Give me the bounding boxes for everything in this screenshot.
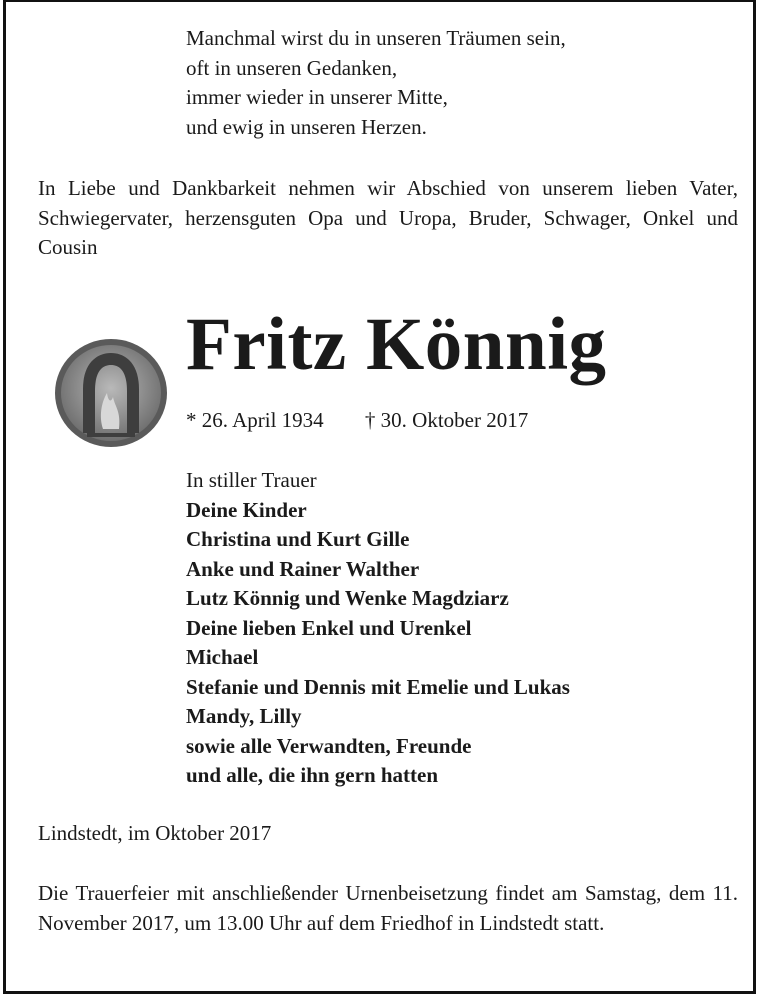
poem-line: immer wieder in unserer Mitte, [186,85,448,109]
poem [186,24,566,142]
mourner-line: Deine Kinder [186,497,307,522]
death-date: † 30. Oktober 2017 [364,408,529,432]
mourner-line: Lutz Könnig und Wenke Magdziarz [186,586,509,610]
mourner-line: und alle, die ihn gern hatten [186,763,439,787]
mourner-line: Michael [186,645,259,669]
mourner-line: sowie alle Verwandten, Freunde [186,733,472,758]
deceased-name: Fritz Könnig [186,303,607,386]
poem-line: Manchmal wirst du in unseren Träumen sein, [186,26,566,50]
mourner-line: Christina und Kurt Gille [186,527,410,551]
mourners-list [186,466,570,791]
mourner-line: Anke und Rainer Walther [186,556,420,581]
mourner-line: Mandy, Lilly [186,704,302,728]
place-date: Lindstedt, im Oktober 2017 [38,821,272,845]
funeral-notice: Die Trauerfeier mit anschließender Urnenbeisetzung findet am Samstag, dem 11. November 2017, um 13.00 Uhr auf dem Friedhof in Lindstedt statt. [38,881,738,935]
birth-date: * 26. April 1934 [186,408,324,432]
poem-line: oft in unseren Gedanken, [186,55,398,80]
poem-line: und ewig in unseren Herzen. [186,114,427,139]
life-dates [186,405,528,435]
obituary-frame [3,0,756,994]
horseshoe-emblem-icon [53,337,169,449]
mourner-line: Deine lieben Enkel und Urenkel [186,615,472,640]
mourner-line: Stefanie und Dennis mit Emelie und Lukas [186,674,570,699]
intro-text: In Liebe und Dankbarkeit nehmen wir Abschied von unserem lieben Vater, Schwiegervater, herzensguten Opa und Uropa, Bruder, Schwager, Onkel und Cousin [38,176,738,259]
mourners-heading: In stiller Trauer [186,468,317,492]
